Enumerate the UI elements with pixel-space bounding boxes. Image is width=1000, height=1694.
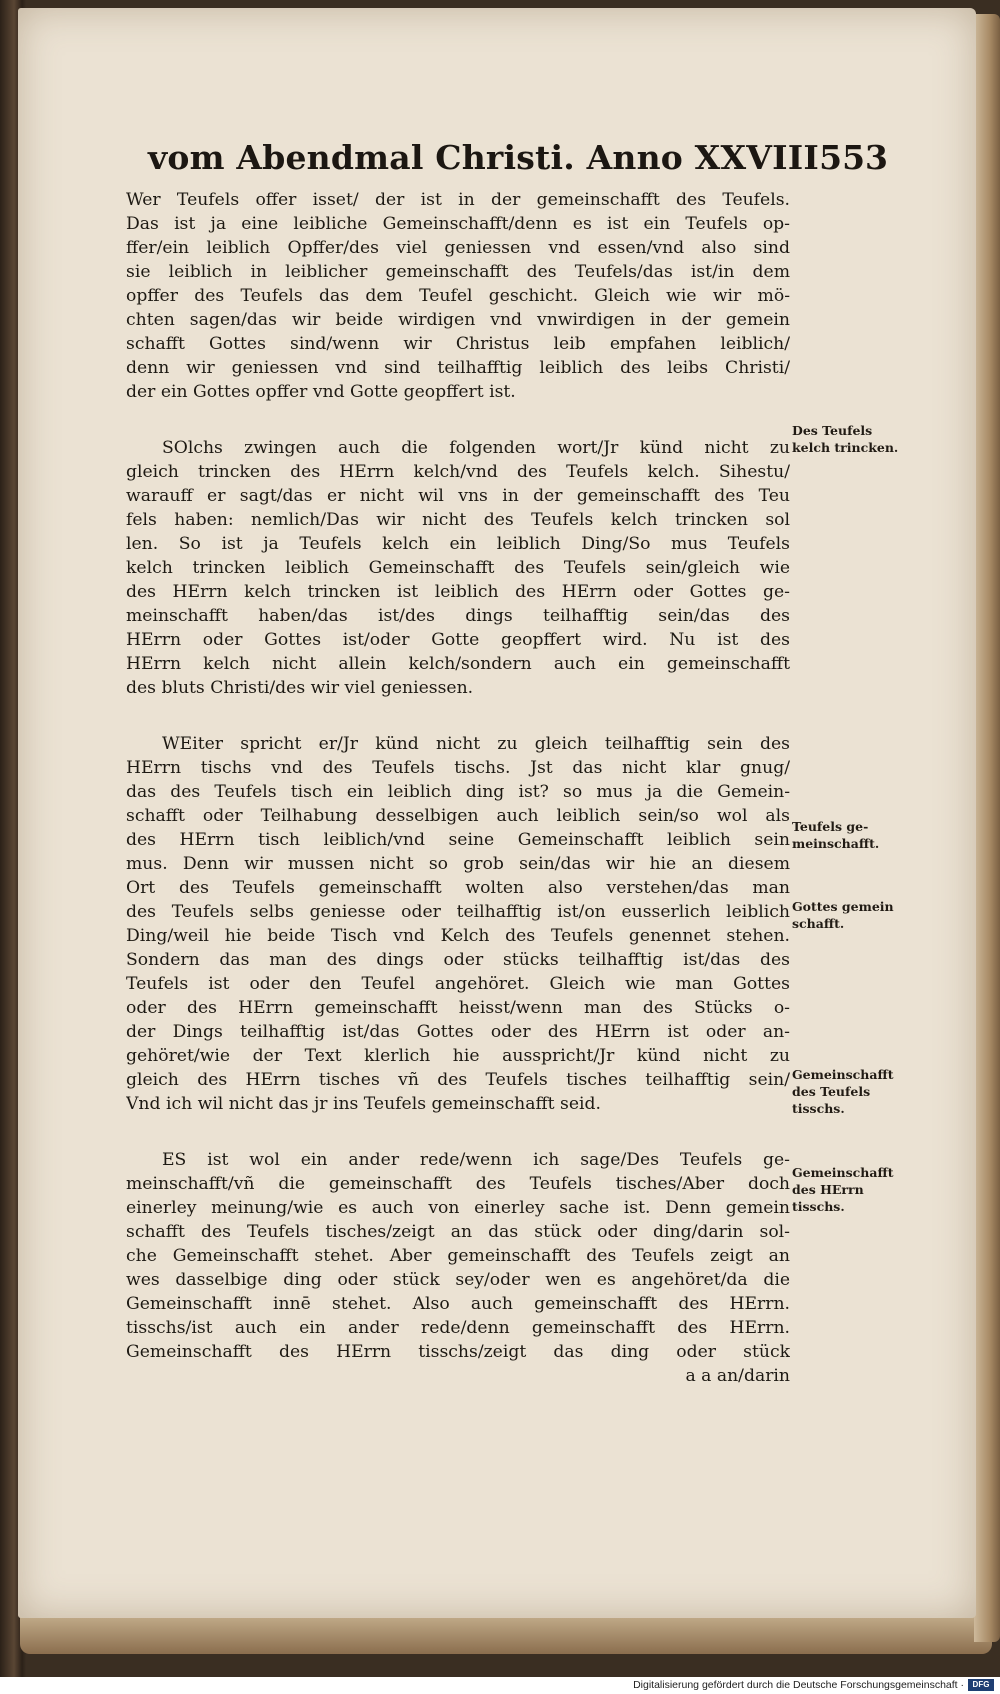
margin-note: Gottes gemein schafft. [792, 899, 894, 931]
text-line: Sondern das man des dings oder stücks teilhafftig ist/das des [126, 950, 790, 970]
text-line: meinschafft/vñ die gemeinschafft des Teufels tisches/Aber doch [126, 1174, 790, 1194]
paragraph-2 [126, 436, 790, 700]
text-line: gleich trincken des HErrn kelch/vnd des Teufels kelch. Sihestu/ [126, 462, 790, 482]
text-line: des HErrn tisch leiblich/vnd seine Gemeinschafft leiblich sein [126, 830, 790, 850]
text-line: das des Teufels tisch ein leiblich ding ist? so mus ja die Gemein- [126, 782, 790, 802]
text-line: des HErrn kelch trincken ist leiblich des HErrn oder Gottes ge- [126, 582, 790, 602]
text-line: sie leiblich in leiblicher gemeinschafft des Teufels/das ist/in dem [126, 262, 790, 282]
text-line: gehöret/wie der Text klerlich hie ausspricht/Jr künd nicht zu [126, 1046, 790, 1066]
text-line: schafft Gottes sind/wenn wir Christus leib empfahen leiblich/ [126, 334, 790, 354]
text-line: Gemeinschafft innē stehet. Also auch gemeinschafft des HErrn. [126, 1294, 790, 1314]
paragraph-4 [126, 1148, 790, 1388]
text-line: mus. Denn wir mussen nicht so grob sein/das wir hie an diesem [126, 854, 790, 874]
text-line: len. So ist ja Teufels kelch ein leiblich Ding/So mus Teufels [126, 534, 790, 554]
running-head: vom Abendmal Christi. Anno XXVIII [148, 138, 819, 177]
margin-note: Teufels ge-meinschafft. [792, 819, 880, 851]
catchword: a a an/darin [685, 1366, 790, 1386]
text-line: tisschs/ist auch ein ander rede/denn gemeinschafft des HErrn. [126, 1318, 790, 1338]
text-line: einerley meinung/wie es auch von einerley sache ist. Denn gemein [126, 1198, 790, 1218]
text-line: ES ist wol ein ander rede/wenn ich sage/Des Teufels ge- [162, 1150, 790, 1170]
text-line: wes dasselbige ding oder stück sey/oder wen es angehöret/da die [126, 1270, 790, 1290]
text-line: Vnd ich wil nicht das jr ins Teufels gemeinschafft seid. [126, 1094, 601, 1114]
text-line: HErrn oder Gottes ist/oder Gotte geopffert wird. Nu ist des [126, 630, 790, 650]
text-line: gleich des HErrn tisches vñ des Teufels tisches teilhafftig sein/ [126, 1070, 790, 1090]
margin-note: Gemeinschafft des Teufels tisschs. [792, 1067, 894, 1116]
page-stack-bottom [20, 1614, 992, 1654]
text-line: WEiter spricht er/Jr künd nicht zu gleich teilhafftig sein des [162, 734, 790, 754]
text-line: warauff er sagt/das er nicht wil vns in der gemeinschafft des Teu [126, 486, 790, 506]
text-line: Ort des Teufels gemeinschafft wolten also verstehen/das man [126, 878, 790, 898]
text-line: Ding/weil hie beide Tisch vnd Kelch des Teufels genennet stehen. [126, 926, 790, 946]
text-line: kelch trincken leiblich Gemeinschafft des Teufels sein/gleich wie [126, 558, 790, 578]
text-line: ffer/ein leiblich Opffer/des viel geniessen vnd essen/vnd also sind [126, 238, 790, 258]
funding-credit: Digitalisierung gefördert durch die Deutsche Forschungsgemeinschaft · [633, 1679, 964, 1691]
text-line: denn wir geniessen vnd sind teilhafftig leiblich des leibs Christi/ [126, 358, 790, 378]
text-line: des bluts Christi/des wir viel geniessen. [126, 678, 474, 698]
page-number: 553 [819, 138, 888, 177]
text-line: schafft des Teufels tisches/zeigt an das stück oder ding/darin sol- [126, 1222, 790, 1242]
text-line: oder des HErrn gemeinschafft heisst/wenn man des Stücks o- [126, 998, 790, 1018]
main-text [126, 188, 790, 1420]
dfg-logo-icon: DFG [968, 1679, 994, 1691]
text-line: HErrn kelch nicht allein kelch/sondern auch ein gemeinschafft [126, 654, 790, 674]
text-line: der ein Gottes opffer vnd Gotte geopffert ist. [126, 382, 516, 402]
text-line: schafft oder Teilhabung desselbigen auch leiblich sein/so wol als [126, 806, 790, 826]
page-header [148, 138, 888, 190]
text-line: Das ist ja eine leibliche Gemeinschafft/denn es ist ein Teufels op- [126, 214, 790, 234]
text-line: HErrn tischs vnd des Teufels tischs. Jst das nicht klar gnug/ [126, 758, 790, 778]
text-line: fels haben: nemlich/Das wir nicht des Teufels kelch trincken sol [126, 510, 790, 530]
paragraph-1 [126, 188, 790, 404]
text-line: der Dings teilhafftig ist/das Gottes oder des HErrn ist oder an- [126, 1022, 790, 1042]
text-line: Teufels ist oder den Teufel angehöret. Gleich wie man Gottes [126, 974, 790, 994]
text-line: che Gemeinschafft stehet. Aber gemeinschafft des Teufels zeigt an [126, 1246, 790, 1266]
margin-note: Des Teufels kelch trincken. [792, 423, 899, 455]
text-line: Gemeinschafft des HErrn tisschs/zeigt das ding oder stück [126, 1342, 790, 1362]
text-line: meinschafft haben/das ist/des dings teilhafftig sein/das des [126, 606, 790, 626]
text-line: opffer des Teufels das dem Teufel geschicht. Gleich wie wir mö- [126, 286, 790, 306]
text-line: SOlchs zwingen auch die folgenden wort/Jr künd nicht zu [162, 438, 790, 458]
margin-note: Gemeinschafft des HErrn tisschs. [792, 1165, 894, 1214]
text-line: Wer Teufels offer isset/ der ist in der gemeinschafft des Teufels. [126, 190, 790, 210]
text-line: chten sagen/das wir beide wirdigen vnd vnwirdigen in der gemein [126, 310, 790, 330]
paragraph-3 [126, 732, 790, 1116]
text-line: des Teufels selbs geniesse oder teilhafftig ist/on eusserlich leiblich [126, 902, 790, 922]
page-stack-edge [974, 14, 1000, 1642]
